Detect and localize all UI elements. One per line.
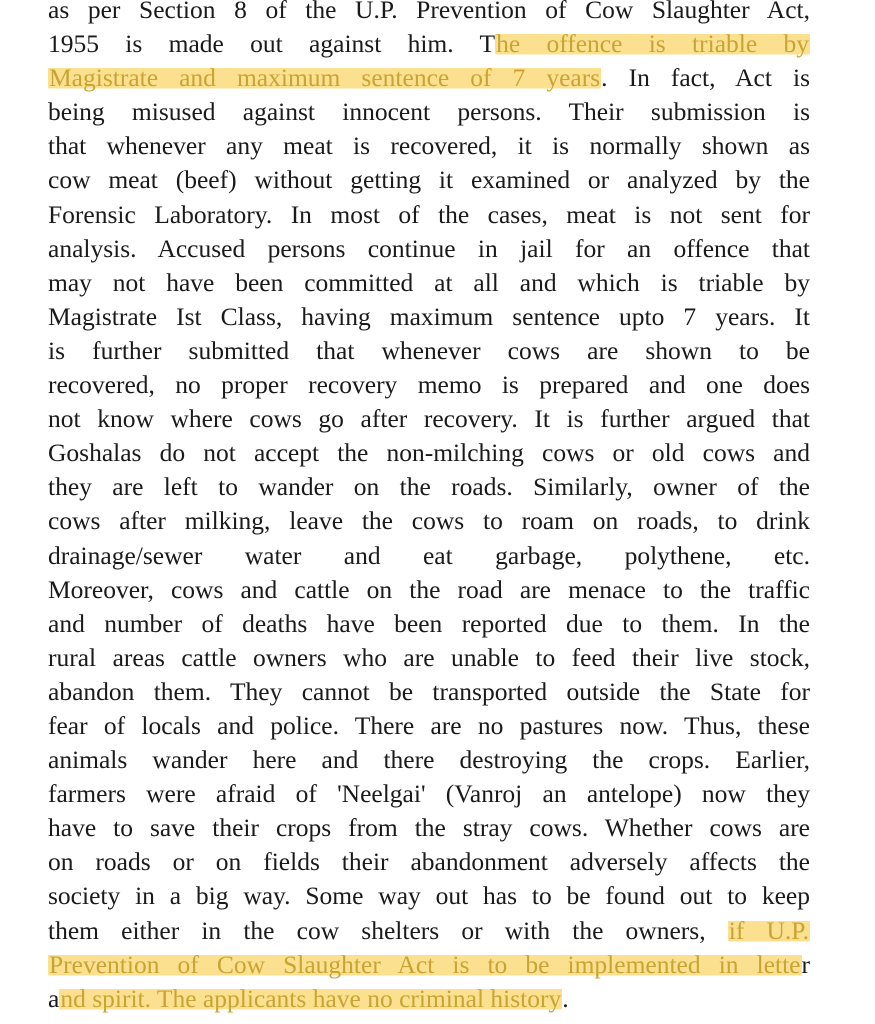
text-line [48,948,810,982]
document-page [48,0,810,1016]
text-line [48,709,810,743]
line-text: abandon them. They cannot be transported outside the State for [48,676,810,706]
line-text: them either in the cow shelters or with the owners, [48,915,728,945]
text-line [48,129,810,163]
text-line [48,198,810,232]
text-line [48,879,810,913]
highlighted-text: Prevention of Cow Slaughter Act is to be implemented in lette [49,949,801,979]
line-text: analysis. Accused persons continue in jail for an offence that [48,233,810,263]
text-line [48,163,810,197]
highlighted-text: if U.P. [728,915,809,945]
line-text: Magistrate Ist Class, having maximum sentence upto 7 years. It [48,301,810,331]
text-line [48,914,810,948]
line-text: society in a big way. Some way out has to be found out to keep [48,881,810,911]
line-text: rural areas cattle owners who are unable to feed their live stock, [48,642,810,672]
line-text: cow meat (beef) without getting it examined or analyzed by the [48,165,810,195]
line-text: have to save their crops from the stray cows. Whether cows are [48,813,810,843]
line-text: and number of deaths have been reported due to them. In the [48,608,810,638]
text-line [48,95,810,129]
paragraph [48,0,810,1016]
line-text: 1955 is made out against him. T [48,29,496,59]
text-line [48,300,810,334]
line-text: farmers were afraid of 'Neelgai' (Vanroj an antelope) now they [48,779,810,809]
highlighted-text: Magistrate and maximum sentence of 7 years [49,63,601,93]
line-text: as per Section 8 of the U.P. Prevention of Cow Slaughter Act, [48,0,810,24]
highlighted-text: he offence is triable by [496,29,809,59]
line-text: cows after milking, leave the cows to roam on roads, to drink [48,506,810,536]
line-text: r [801,949,810,979]
line-text: animals wander here and there destroying the crops. Earlier, [48,745,810,775]
line-text: being misused against innocent persons. Their submission is [48,97,810,127]
text-line [48,675,810,709]
text-line [48,811,810,845]
line-text: Goshalas do not accept the non-milching cows or old cows and [48,438,810,468]
text-line [48,27,810,61]
line-text: . In fact, Act is [601,63,810,93]
text-line [48,504,810,538]
line-text: not know where cows go after recovery. It is further argued that [48,404,810,434]
line-text: Forensic Laboratory. In most of the cases, meat is not sent for [48,199,810,229]
line-text: Moreover, cows and cattle on the road are menace to the traffic [48,574,810,604]
line-text: a [48,983,60,1013]
line-text: that whenever any meat is recovered, it is normally shown as [48,131,810,161]
text-line [48,334,810,368]
text-line [48,402,810,436]
line-text: on roads or on fields their abandonment adversely affects the [48,847,810,877]
line-text: fear of locals and police. There are no pastures now. Thus, these [48,710,810,740]
line-text: drainage/sewer water and eat garbage, polythene, etc. [48,540,810,570]
text-line [48,573,810,607]
line-text: recovered, no proper recovery memo is prepared and one does [48,370,810,400]
highlighted-text: nd spirit. The applicants have no criminal history [60,983,562,1013]
text-line [48,539,810,573]
text-line [48,982,810,1016]
text-line [48,641,810,675]
line-text: may not have been committed at all and which is triable by [48,267,810,297]
text-line [48,232,810,266]
text-line [48,266,810,300]
text-line [48,743,810,777]
text-line [48,436,810,470]
text-line [48,0,810,27]
text-line [48,470,810,504]
text-line [48,777,810,811]
text-line [48,607,810,641]
line-text: is further submitted that whenever cows are shown to be [48,335,810,365]
text-line [48,368,810,402]
line-text: they are left to wander on the roads. Similarly, owner of the [48,472,810,502]
text-line [48,61,810,95]
text-line [48,845,810,879]
line-text: . [562,983,569,1013]
